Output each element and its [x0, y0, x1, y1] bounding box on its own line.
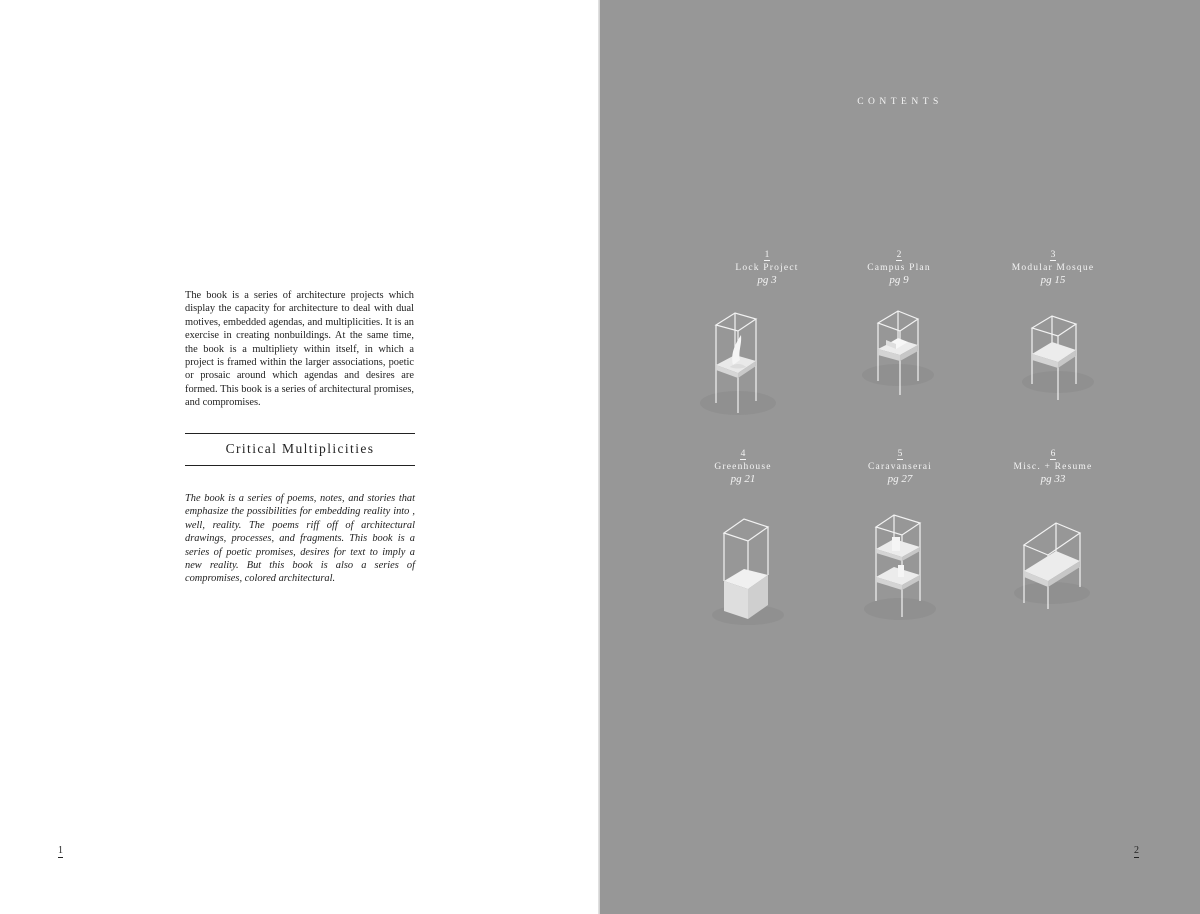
contents-heading: CONTENTS [857, 97, 943, 107]
section-rule-bottom [185, 465, 415, 466]
intro-paragraph: The book is a series of architecture projects which display the capacity for architecture to deal with dual motives, embedded agendas, and multiplicities. It is an exercise in creating nonbuildings. At the same time, the book is a multipliety within itself, in which a project is framed within the larger associations, poetic or prosaic around which agendas and desires are formed. This book is a series of architectural promises, and compromises. [185, 290, 414, 409]
entry-number: 4 [740, 449, 746, 459]
poem-paragraph: The book is a series of poems, notes, and stories that emphasize the possibilities for embedding reality into , well, reality. The poems riff off of architectural drawings, processes, and fragments. This book is a series of poetic promises, desires for text to imply a new reality. But this book is also a series of compromises, colored architectural. [185, 493, 415, 585]
entry-number: 5 [897, 449, 903, 459]
contents-entry-4[interactable] [668, 443, 818, 486]
display-case-sculpture-icon [708, 305, 768, 415]
entry-number: 2 [896, 250, 902, 260]
section-rule-top [185, 433, 415, 434]
contents-entry-5[interactable] [825, 443, 975, 486]
display-case-two-shelves-icon [872, 513, 932, 623]
entry-page: pg 27 [887, 473, 913, 485]
entry-page: pg 15 [1040, 274, 1066, 286]
display-case-wide-icon [1022, 515, 1084, 610]
contents-entry-6[interactable] [978, 443, 1128, 486]
entry-title: Caravanserai [868, 462, 932, 472]
entry-title: Campus Plan [867, 263, 931, 273]
contents-entry-2[interactable] [824, 244, 974, 287]
entry-page: pg 9 [889, 274, 909, 286]
entry-page: pg 21 [730, 473, 756, 485]
display-case-model-icon [868, 305, 928, 400]
contents-entry-3[interactable] [978, 244, 1128, 287]
contents-entry-1[interactable] [692, 244, 842, 287]
page-number-right: 2 [1134, 845, 1139, 856]
entry-title: Misc. + Resume [1013, 462, 1093, 472]
entry-number: 6 [1050, 449, 1056, 459]
section-title: Critical Multiplicities [225, 441, 375, 456]
entry-title: Modular Mosque [1011, 263, 1095, 273]
entry-title: Greenhouse [714, 462, 772, 472]
entry-title: Lock Project [735, 263, 799, 273]
entry-number: 3 [1050, 250, 1056, 260]
display-case-empty-icon [1028, 310, 1088, 405]
entry-number: 1 [764, 250, 770, 260]
page-number-left: 1 [58, 845, 63, 856]
entry-page: pg 3 [757, 274, 777, 286]
right-page [600, 0, 1200, 914]
entry-page: pg 33 [1040, 473, 1066, 485]
display-case-pedestal-icon [722, 515, 782, 625]
